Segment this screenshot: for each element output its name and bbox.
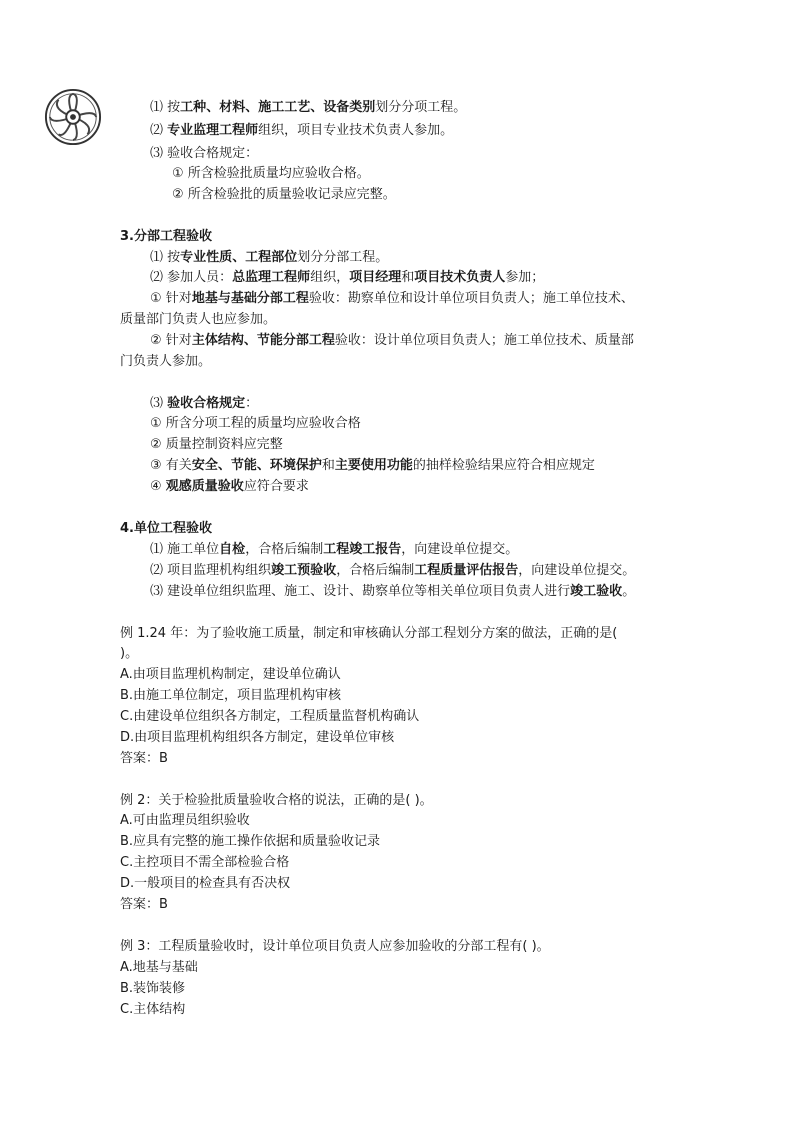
item-3: ⑶ 验收合格规定： (150, 396, 259, 411)
item-3: ⑶ 建设单位组织监理、施工、设计、勘察单位等相关单位项目负责人进行竣工验收。 (150, 584, 636, 599)
example-2-option-a: A.可由监理员组织验收 (120, 813, 250, 828)
example-2-answer: 答案：B (120, 897, 168, 912)
swirl-logo-icon (44, 88, 102, 146)
section-3-title: 3.分部工程验收 (120, 229, 212, 244)
example-2-option-d: D.一般项目的检查具有否决权 (120, 876, 291, 891)
criteria-4: ④ 观感质量验收应符合要求 (150, 479, 309, 494)
item-1: ⑴ 施工单位自检，合格后编制工程竣工报告，向建设单位提交。 (150, 542, 519, 557)
section-4-title: 4.单位工程验收 (120, 521, 212, 536)
example-1-option-a: A.由项目监理机构制定，建设单位确认 (120, 667, 341, 682)
sub-item-1: ① 所含检验批质量均应验收合格。 (172, 166, 370, 181)
example-3-option-a: A.地基与基础 (120, 960, 198, 975)
sub-item-2-continued: 门负责人参加。 (120, 354, 212, 369)
example-2-option-c: C.主控项目不需全部检验合格 (120, 855, 290, 870)
sub-item-1: ① 针对地基与基础分部工程验收：勘察单位和设计单位项目负责人；施工单位技术、 (150, 291, 634, 306)
example-1-question: 例 1.24 年：为了验收施工质量，制定和审核确认分部工程划分方案的做法，正确的是( (120, 626, 618, 641)
sub-item-2: ② 针对主体结构、节能分部工程验收：设计单位项目负责人；施工单位技术、质量部 (150, 333, 634, 348)
item-1: ⑴ 按工种、材料、施工工艺、设备类别划分分项工程。 (150, 100, 467, 115)
example-1-option-c: C.由建设单位组织各方制定，工程质量监督机构确认 (120, 709, 420, 724)
example-1-answer: 答案：B (120, 751, 168, 766)
example-2-question: 例 2：关于检验批质量验收合格的说法，正确的是( )。 (120, 793, 433, 808)
item-2: ⑵ 项目监理机构组织竣工预验收，合格后编制工程质量评估报告，向建设单位提交。 (150, 563, 636, 578)
criteria-1: ① 所含分项工程的质量均应验收合格 (150, 416, 361, 431)
item-2: ⑵ 专业监理工程师组织，项目专业技术负责人参加。 (150, 123, 454, 138)
example-1-option-d: D.由项目监理机构组织各方制定，建设单位审核 (120, 730, 395, 745)
sub-item-1-continued: 质量部门负责人也应参加。 (120, 312, 277, 327)
criteria-2: ② 质量控制资料应完整 (150, 437, 283, 452)
example-3-question: 例 3：工程质量验收时，设计单位项目负责人应参加验收的分部工程有( )。 (120, 939, 550, 954)
example-1-option-b: B.由施工单位制定，项目监理机构审核 (120, 688, 342, 703)
example-1-question-continued: )。 (120, 646, 139, 661)
item-2: ⑵ 参加人员：总监理工程师组织，项目经理和项目技术负责人参加； (150, 270, 545, 285)
sub-item-2: ② 所含检验批的质量验收记录应完整。 (172, 187, 396, 202)
example-3-option-b: B.装饰装修 (120, 981, 186, 996)
example-3-option-c: C.主体结构 (120, 1002, 186, 1017)
criteria-3: ③ 有关安全、节能、环境保护和主要使用功能的抽样检验结果应符合相应规定 (150, 458, 595, 473)
example-2-option-b: B.应具有完整的施工操作依据和质量验收记录 (120, 834, 381, 849)
item-1: ⑴ 按专业性质、工程部位划分分部工程。 (150, 250, 389, 265)
item-3: ⑶ 验收合格规定： (150, 146, 259, 161)
